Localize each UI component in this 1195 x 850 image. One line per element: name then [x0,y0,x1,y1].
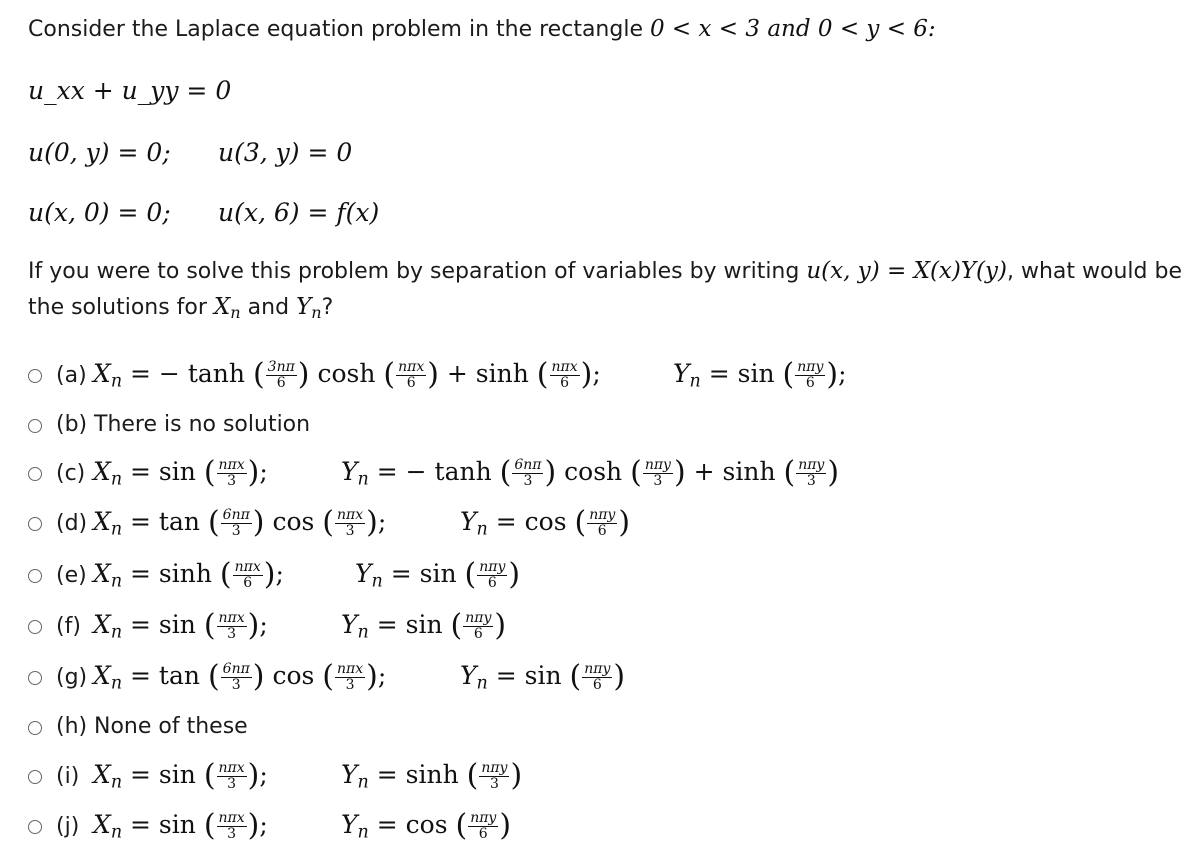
radio-e[interactable] [28,569,42,583]
option-label: (d) [56,511,88,536]
radio-b[interactable] [28,419,42,433]
radio-c[interactable] [28,467,42,481]
boundary-condition-1: u(0, y) = 0; [28,138,171,167]
question-prompt-line-2: the solutions for $X_n$ and $Y_n$? [28,294,334,323]
option-label: (f) [56,614,81,639]
radio-a[interactable] [28,369,42,383]
option-c-x-expression: $X_n = \sin$ ( $\frac{\text{nπx}}{3}$ ); [93,455,268,490]
question-intro: Consider the Laplace equation problem in the rectangle 0 < x < 3 and 0 < y < 6: [28,16,936,42]
radio-i[interactable] [28,770,42,784]
option-e-y-expression: $Y_n = \sin$ ( $\frac{\text{nπy}}{6}$ ) [355,557,521,592]
option-i-y-expression: $Y_n = \sinh$ ( $\frac{\text{nπy}}{3}$ ) [341,758,523,793]
radio-j[interactable] [28,820,42,834]
radio-f[interactable] [28,620,42,634]
option-j-x-expression: $X_n = \sin$ ( $\frac{\text{nπx}}{3}$ ); [93,808,268,843]
option-a-x-expression: $X_n$ = − tanh ( $\frac{3n\pi}{6}$ ) cosh ( $\frac{\text{nπx}}{6}$ ) + sinh ( $\frac{\text{nπx}}{6}$ ); [93,357,601,392]
option-label: (h) [56,714,88,739]
radio-g[interactable] [28,671,42,685]
option-j-y-expression: $Y_n = \cos$ ( $\frac{\text{nπy}}{6}$ ) [341,808,512,843]
option-label: (e) [56,563,87,588]
option-label: (j) [56,814,80,839]
option-b-text: There is no solution [94,412,311,437]
domain-math: 0 < x < 3 and 0 < y < 6: [649,16,936,42]
option-label: (a) [56,363,87,388]
option-f-y-expression: $Y_n = \sin$ ( $\frac{\text{nπy}}{6}$ ) [341,608,507,643]
option-label: (b) [56,412,88,437]
radio-d[interactable] [28,517,42,531]
option-label: (i) [56,764,80,789]
option-g-y-expression: $Y_n = \sin$ ( $\frac{\text{nπy}}{6}$ ) [460,659,626,694]
radio-h[interactable] [28,721,42,735]
boundary-condition-2: u(3, y) = 0 [218,138,353,167]
option-a-y-expression: $Y_n = \sin$ ( $\frac{\text{nπy}}{6}$ ); [673,357,847,392]
pde-equation: u_xx + u_yy = 0 [28,76,232,105]
option-d-y-expression: $Y_n = \cos$ ( $\frac{\text{nπy}}{6}$ ) [460,505,631,540]
option-label: (g) [56,665,88,690]
boundary-condition-4: u(x, 6) = f(x) [218,198,380,227]
option-i-x-expression: $X_n = \sin$ ( $\frac{\text{nπx}}{3}$ ); [93,758,268,793]
option-c-y-expression: $Y_n$ = − tanh ( $\frac{6n\pi}{3}$ ) cosh ( $\frac{\text{nπy}}{3}$ ) + sinh ( $\frac{\text{nπy}}{3}$ ) [341,455,840,490]
option-h-text: None of these [94,714,248,739]
option-f-x-expression: $X_n = \sin$ ( $\frac{\text{nπx}}{3}$ ); [93,608,268,643]
option-label: (c) [56,461,86,486]
option-d-x-expression: $X_n = \tan$ ( $\frac{6n\pi}{3}$ ) cos ( $\frac{\text{nπx}}{3}$ ); [93,505,387,540]
question-prompt-line-1: If you were to solve this problem by separation of variables by writing u(x, y) = X(x)Y(y), what would be [28,258,1182,284]
option-e-x-expression: $X_n = \sinh$ ( $\frac{\text{nπx}}{6}$ ); [93,557,284,592]
option-g-x-expression: $X_n = \tan$ ( $\frac{6n\pi}{3}$ ) cos ( $\frac{\text{nπx}}{3}$ ); [93,659,387,694]
boundary-condition-3: u(x, 0) = 0; [28,198,171,227]
